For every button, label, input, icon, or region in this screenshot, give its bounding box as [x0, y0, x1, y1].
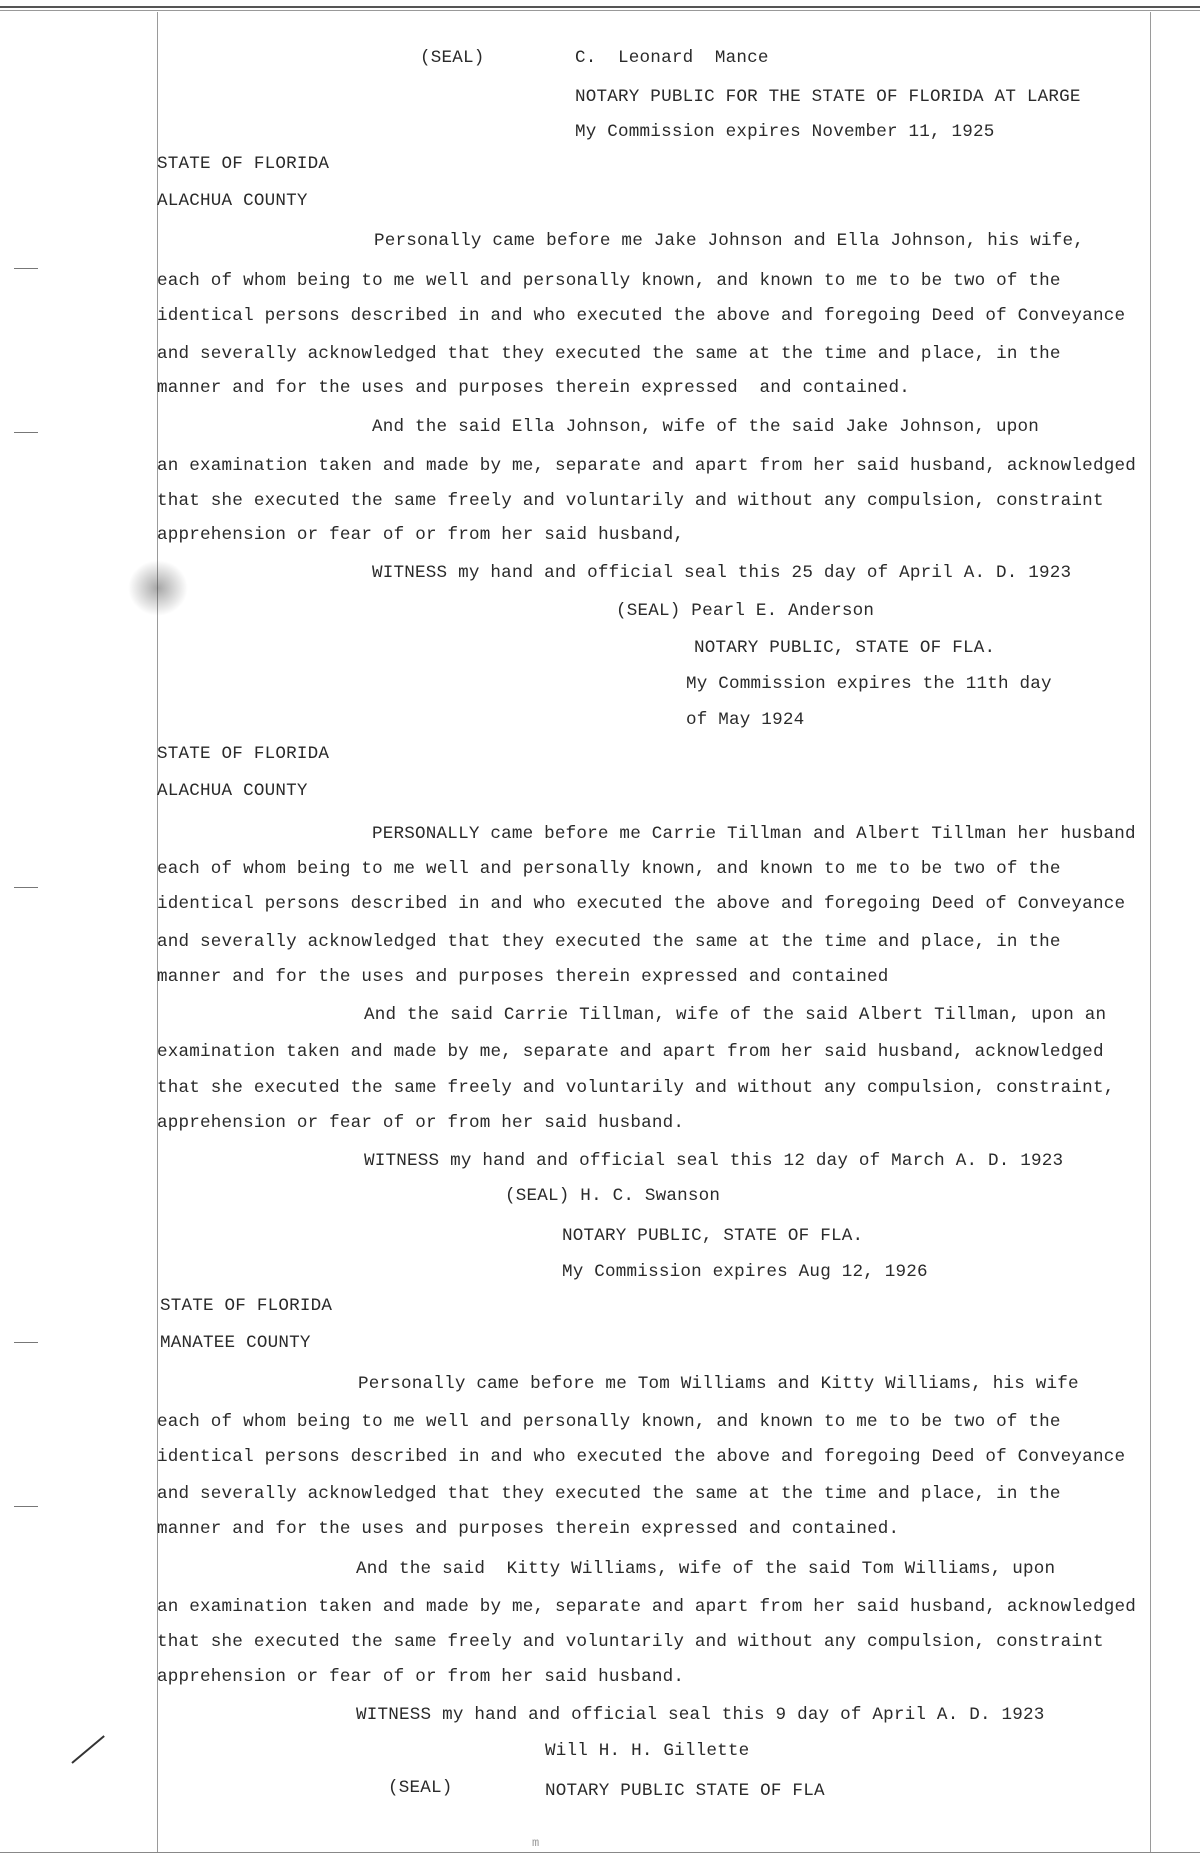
body-line: identical persons described in and who executed the above and foregoing Deed of Conveyance	[157, 306, 1126, 326]
margin-tick	[14, 887, 38, 888]
commission-expiry: of May 1924	[686, 710, 805, 730]
witness-line: WITNESS my hand and official seal this 25 day of April A. D. 1923	[372, 563, 1072, 583]
body-line: Personally came before me Tom Williams and Kitty Williams, his wife	[358, 1374, 1079, 1394]
county-heading: MANATEE COUNTY	[160, 1333, 311, 1353]
margin-tick	[14, 432, 38, 433]
body-line: identical persons described in and who executed the above and foregoing Deed of Conveyance	[157, 894, 1126, 914]
body-line: PERSONALLY came before me Carrie Tillman and Albert Tillman her husband	[372, 824, 1136, 844]
body-line: that she executed the same freely and voluntarily and without any compulsion, constraint	[157, 491, 1104, 511]
body-line: and severally acknowledged that they executed the same at the time and place, in the	[157, 932, 1061, 952]
notary-signature: (SEAL) H. C. Swanson	[505, 1186, 721, 1206]
county-heading: ALACHUA COUNTY	[157, 191, 308, 211]
body-line: each of whom being to me well and personally known, and known to me to be two of the	[157, 271, 1061, 291]
right-margin-line	[1150, 12, 1151, 1852]
body-line: that she executed the same freely and voluntarily and without any compulsion, constraint	[157, 1632, 1104, 1652]
body-line: each of whom being to me well and personally known, and known to me to be two of the	[157, 859, 1061, 879]
page-mark: m	[532, 1836, 540, 1850]
body-line: apprehension or fear of or from her said husband.	[157, 1113, 685, 1133]
state-heading: STATE OF FLORIDA	[157, 154, 330, 174]
ink-smudge	[128, 560, 188, 616]
notary-title: NOTARY PUBLIC, STATE OF FLA.	[694, 638, 996, 658]
notary-title: NOTARY PUBLIC FOR THE STATE OF FLORIDA AT LARGE	[575, 87, 1081, 107]
county-heading: ALACHUA COUNTY	[157, 781, 308, 801]
body-line: each of whom being to me well and personally known, and known to me to be two of the	[157, 1412, 1061, 1432]
body-line: manner and for the uses and purposes therein expressed and contained	[157, 967, 889, 987]
pen-mark	[71, 1735, 104, 1764]
commission-expiry: My Commission expires the 11th day	[686, 674, 1052, 694]
witness-line: WITNESS my hand and official seal this 12 day of March A. D. 1923	[364, 1151, 1064, 1171]
body-line: an examination taken and made by me, separate and apart from her said husband, acknowledged	[157, 1597, 1136, 1617]
commission-expiry: My Commission expires November 11, 1925	[575, 122, 995, 142]
body-line: And the said Carrie Tillman, wife of the said Albert Tillman, upon an	[364, 1005, 1107, 1025]
body-line: apprehension or fear of or from her said husband.	[157, 1667, 685, 1687]
body-line: examination taken and made by me, separate and apart from her said husband, acknowledged	[157, 1042, 1104, 1062]
seal-label: (SEAL)	[420, 48, 485, 68]
body-line: apprehension or fear of or from her said husband,	[157, 525, 685, 545]
body-line: and severally acknowledged that they executed the same at the time and place, in the	[157, 1484, 1061, 1504]
body-line: that she executed the same freely and voluntarily and without any compulsion, constraint,	[157, 1078, 1115, 1098]
body-line: And the said Kitty Williams, wife of the said Tom Williams, upon	[356, 1559, 1056, 1579]
body-line: and severally acknowledged that they executed the same at the time and place, in the	[157, 344, 1061, 364]
notary-title: NOTARY PUBLIC STATE OF FLA	[545, 1781, 825, 1801]
margin-tick	[14, 268, 38, 269]
margin-tick	[14, 1506, 38, 1507]
notary-name: C. Leonard Mance	[575, 48, 769, 68]
body-line: an examination taken and made by me, separate and apart from her said husband, acknowledged	[157, 456, 1136, 476]
body-line: manner and for the uses and purposes therein expressed and contained.	[157, 378, 911, 398]
state-heading: STATE OF FLORIDA	[160, 1296, 333, 1316]
notary-signature: Will H. H. Gillette	[545, 1741, 750, 1761]
body-line: Personally came before me Jake Johnson and Ella Johnson, his wife,	[374, 231, 1085, 251]
top-rule-secondary	[0, 10, 1200, 11]
commission-expiry: My Commission expires Aug 12, 1926	[562, 1262, 928, 1282]
notary-signature: (SEAL) Pearl E. Anderson	[616, 601, 875, 621]
witness-line: WITNESS my hand and official seal this 9 day of April A. D. 1923	[356, 1705, 1045, 1725]
notary-title: NOTARY PUBLIC, STATE OF FLA.	[562, 1226, 864, 1246]
state-heading: STATE OF FLORIDA	[157, 744, 330, 764]
body-line: And the said Ella Johnson, wife of the said Jake Johnson, upon	[372, 417, 1039, 437]
margin-tick	[14, 1342, 38, 1343]
bottom-rule	[0, 1852, 1200, 1853]
body-line: identical persons described in and who executed the above and foregoing Deed of Conveyance	[157, 1447, 1126, 1467]
body-line: manner and for the uses and purposes therein expressed and contained.	[157, 1519, 900, 1539]
top-rule	[0, 6, 1200, 8]
seal-label: (SEAL)	[388, 1778, 453, 1798]
